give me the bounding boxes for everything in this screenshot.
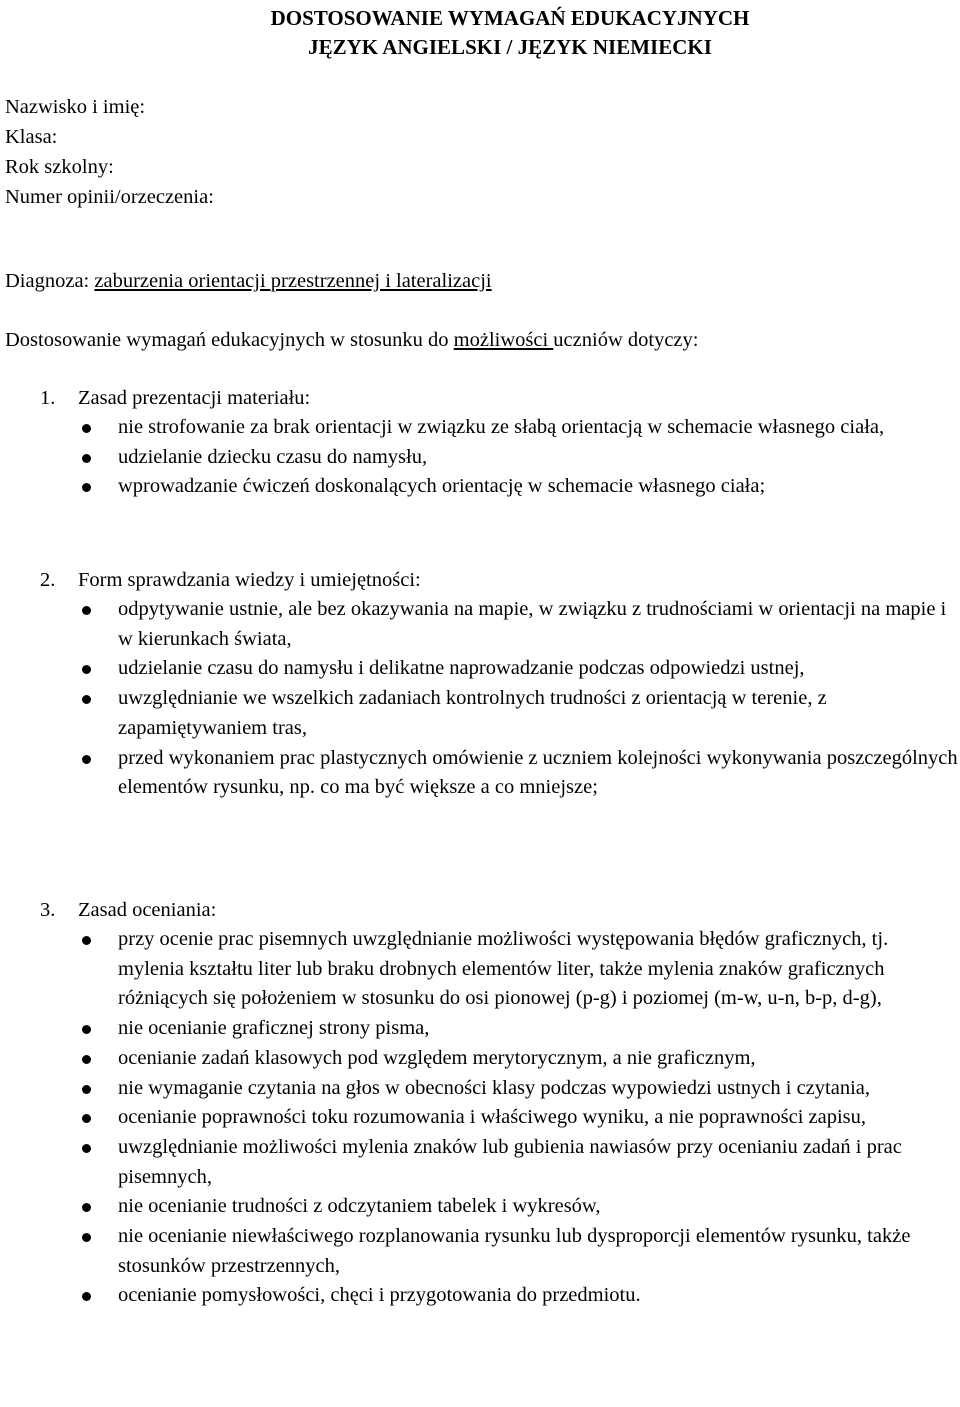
list-item-text: przed wykonaniem prac plastycznych omówienie z uczniem kolejności wykonywania poszczególnych elementów rysunku, np. co ma być większe a co mniejsze; — [118, 746, 958, 799]
intro-line — [5, 325, 698, 355]
intro-text-underlined: możliwości — [453, 329, 554, 351]
opinion-number-label: Numer opinii/orzeczenia: — [5, 186, 214, 208]
class-label: Klasa: — [5, 126, 58, 148]
list-item-text: nie ocenianie graficznej strony pisma, — [118, 1017, 430, 1040]
document-title — [0, 4, 960, 62]
section-number: 2. — [40, 569, 56, 591]
section-3 — [40, 895, 958, 1311]
bullet-icon — [82, 1203, 91, 1212]
bullet-icon — [82, 1144, 91, 1153]
list-item — [40, 1222, 958, 1281]
school-year-label: Rok szkolny: — [5, 156, 114, 178]
name-label: Nazwisko i imię: — [5, 96, 146, 118]
list-item-text: uwzględnianie możliwości mylenia znaków lub gubienia nawiasów przy ocenianiu zadań i prac pisemnych, — [118, 1135, 902, 1188]
list-item-text: nie ocenianie trudności z odczytaniem tabelek i wykresów, — [118, 1195, 601, 1218]
intro-text-before: Dostosowanie wymagań edukacyjnych w stosunku do — [5, 329, 454, 351]
list-item-text: nie wymaganie czytania na głos w obecności klasy podczas wypowiedzi ustnych i czytania, — [118, 1076, 870, 1099]
bullet-icon — [82, 1292, 91, 1301]
section-list — [40, 925, 958, 1311]
list-item — [40, 1014, 958, 1044]
list-item — [40, 1074, 958, 1104]
section-title: Form sprawdzania wiedzy i umiejętności: — [78, 569, 421, 591]
section-heading — [40, 565, 958, 595]
bullet-icon — [82, 936, 91, 945]
list-item-text: przy ocenie prac pisemnych uwzględnianie możliwości występowania błędów graficznych, tj. mylenia kształtu liter lub braku drobnych elementów liter, także mylenia znaków graficznych różniących się położeniem w stosunku do osi pionowej (p-g) i poziomej (m-w, u-n, b-p, d-g), — [118, 928, 889, 1010]
list-item — [40, 744, 958, 803]
list-item-text: wprowadzanie ćwiczeń doskonalących orientację w schemacie własnego ciała; — [118, 475, 766, 498]
bullet-icon — [82, 424, 91, 433]
section-heading — [40, 383, 958, 413]
bullet-icon — [82, 483, 91, 492]
bullet-icon — [82, 1233, 91, 1242]
section-2 — [40, 565, 958, 803]
bullet-icon — [82, 1114, 91, 1123]
list-item — [40, 684, 958, 743]
list-item — [40, 595, 958, 654]
section-1 — [40, 383, 958, 502]
diagnosis-label: Diagnoza: — [5, 270, 95, 292]
list-item — [40, 1192, 958, 1222]
bullet-icon — [82, 454, 91, 463]
diagnosis-value: zaburzenia orientacji przestrzennej i lateralizacji — [94, 270, 492, 292]
list-item-text: ocenianie zadań klasowych pod względem merytorycznym, a nie graficznym, — [118, 1046, 756, 1069]
list-item — [40, 925, 958, 1014]
bullet-icon — [82, 755, 91, 764]
list-item-text: udzielanie dziecku czasu do namysłu, — [118, 445, 428, 468]
section-list — [40, 595, 958, 803]
list-item — [40, 472, 958, 502]
list-item-text: nie ocenianie niewłaściwego rozplanowania rysunku lub dysproporcji elementów rysunku, także stosunków przestrzennych, — [118, 1225, 911, 1277]
list-item — [40, 1103, 958, 1133]
section-number: 1. — [40, 387, 56, 409]
list-item-text: ocenianie poprawności toku rozumowania i właściwego wyniku, a nie poprawności zapisu, — [118, 1106, 867, 1129]
section-list — [40, 413, 958, 502]
diagnosis-line — [5, 266, 492, 296]
list-item — [40, 1133, 958, 1192]
section-number: 3. — [40, 899, 56, 921]
list-item-text: nie strofowanie za brak orientacji w związku ze słabą orientacją w schemacie własnego ciała, — [118, 416, 885, 438]
bullet-icon — [82, 1055, 91, 1064]
list-item — [40, 413, 958, 443]
list-item-text: uwzględnianie we wszelkich zadaniach kontrolnych trudności z orientacją w terenie, z zapamiętywaniem tras, — [118, 687, 827, 739]
bullet-icon — [82, 695, 91, 704]
title-line-1: DOSTOSOWANIE WYMAGAŃ EDUKACYJNYCH — [270, 6, 750, 30]
section-heading — [40, 895, 958, 925]
list-item-text: udzielanie czasu do namysłu i delikatne naprowadzanie podczas odpowiedzi ustnej, — [118, 657, 805, 680]
list-item — [40, 1044, 958, 1074]
list-item-text: odpytywanie ustnie, ale bez okazywania na mapie, w związku z trudnościami w orientacji na mapie i w kierunkach świata, — [118, 598, 947, 650]
bullet-icon — [82, 1085, 91, 1094]
section-title: Zasad prezentacji materiału: — [78, 387, 311, 409]
bullet-icon — [82, 606, 91, 615]
list-item — [40, 654, 958, 684]
student-info — [5, 92, 214, 212]
title-line-2: JĘZYK ANGIELSKI / JĘZYK NIEMIECKI — [308, 35, 712, 59]
intro-text-after: uczniów dotyczy: — [553, 329, 699, 351]
section-title: Zasad oceniania: — [78, 899, 217, 921]
list-item — [40, 1281, 958, 1311]
bullet-icon — [82, 1025, 91, 1034]
bullet-icon — [82, 665, 91, 674]
list-item — [40, 443, 958, 473]
list-item-text: ocenianie pomysłowości, chęci i przygotowania do przedmiotu. — [118, 1284, 641, 1307]
